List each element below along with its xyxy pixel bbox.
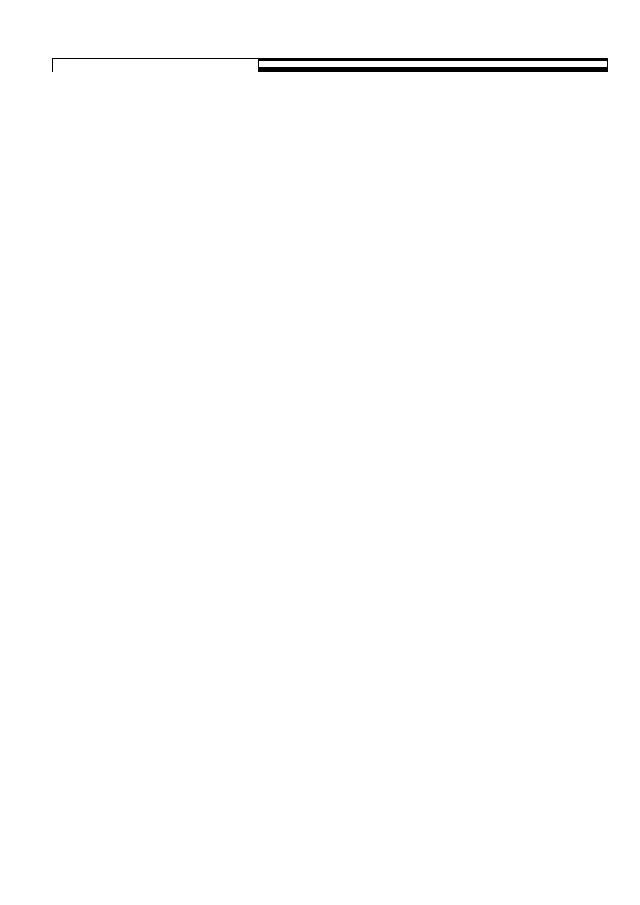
financing-table xyxy=(52,58,608,72)
left-column-cell xyxy=(53,59,259,72)
by-years-heading-cell xyxy=(259,61,608,68)
year-2017-cell xyxy=(259,71,608,72)
